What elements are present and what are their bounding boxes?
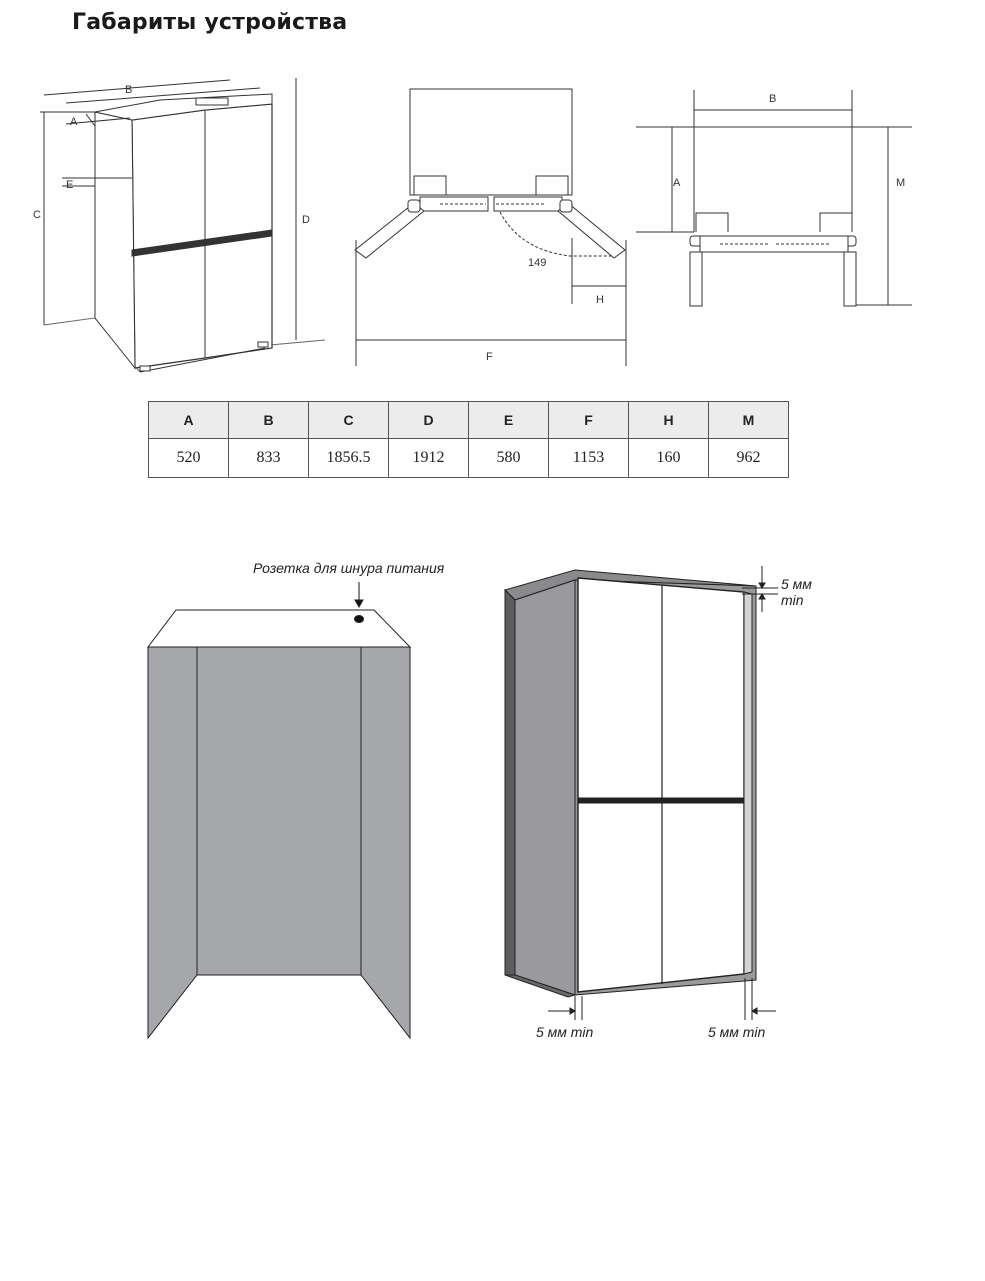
header-cell: D xyxy=(389,402,469,439)
value-cell: 160 xyxy=(629,439,709,478)
value-cell: 580 xyxy=(469,439,549,478)
top-gap-label-line1: 5 мм xyxy=(781,576,812,592)
header-cell: F xyxy=(549,402,629,439)
table-row xyxy=(149,439,789,478)
label-A2: A xyxy=(673,177,681,189)
dimensions-table xyxy=(148,401,789,478)
label-B1: B xyxy=(125,84,133,96)
value-cell: 1153 xyxy=(549,439,629,478)
header-cell: E xyxy=(469,402,549,439)
top-view-closed-diagram xyxy=(636,90,912,306)
label-D: D xyxy=(302,214,310,226)
label-A1: A xyxy=(70,116,78,128)
label-B2: B xyxy=(769,93,777,105)
header-cell: A xyxy=(149,402,229,439)
value-cell: 1912 xyxy=(389,439,469,478)
header-cell: B xyxy=(229,402,309,439)
left-gap-label: 5 мм min xyxy=(536,1024,594,1040)
top-view-doors-open-diagram xyxy=(355,89,626,366)
header-cell: M xyxy=(709,402,789,439)
top-gap-label-line2: min xyxy=(781,592,804,608)
isometric-fridge-diagram xyxy=(40,78,325,372)
power-socket-icon xyxy=(355,616,364,623)
label-H: H xyxy=(596,294,604,306)
socket-label: Розетка для шнура питания xyxy=(253,560,445,576)
page-title: Габариты устройства xyxy=(72,10,348,35)
table-header-row xyxy=(149,402,789,439)
label-F: F xyxy=(486,351,493,363)
value-cell: 1856.5 xyxy=(309,439,389,478)
label-M: M xyxy=(896,177,906,189)
header-cell: C xyxy=(309,402,389,439)
installation-niche-diagram xyxy=(148,582,410,1038)
value-cell: 520 xyxy=(149,439,229,478)
value-cell: 962 xyxy=(709,439,789,478)
label-angle: 149 xyxy=(528,257,547,269)
value-cell: 833 xyxy=(229,439,309,478)
fridge-in-niche-diagram xyxy=(505,566,778,1020)
label-C: C xyxy=(33,209,41,221)
right-gap-label: 5 мм min xyxy=(708,1024,766,1040)
label-E: E xyxy=(66,179,74,191)
header-cell: H xyxy=(629,402,709,439)
